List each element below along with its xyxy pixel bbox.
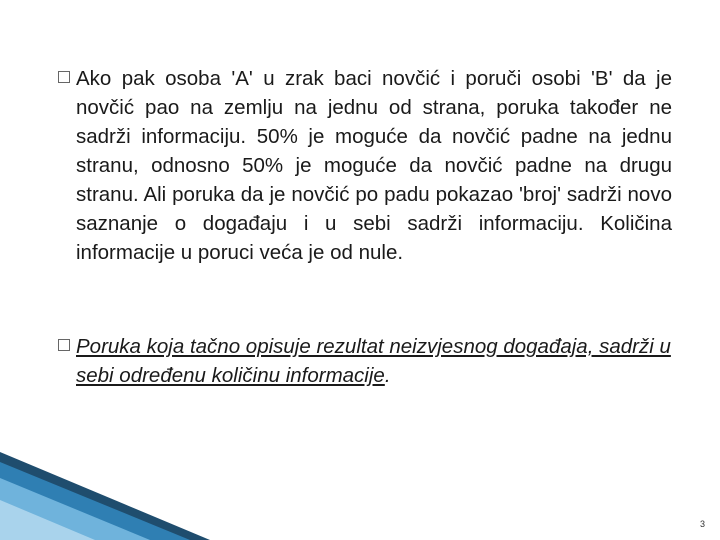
page-number: 3 — [699, 519, 705, 529]
bullet-text: Poruka koja tačno opisuje rezultat neizvjesnog događaja, sadrži u sebi određenu količinu informacije — [76, 335, 671, 387]
bullet-square-icon — [58, 339, 70, 351]
bullet-text: Ako pak osoba 'A' u zrak baci novčić i poruči osobi 'B' da je novčić pao na zemlju na jednu od strana, poruka također ne sadrži informaciju. 50% je moguće da novčić padne na jednu stranu, odnosno 50% je moguće da novčić padne na drugu stranu. Ali poruka da je novčić po padu pokazao 'broj' sadrži novo saznanje o događaju i u sebi sadrži informaciju. Količina informacije u poruci veća je od nule. — [76, 67, 672, 264]
bullet-trailing-period: . — [384, 364, 391, 387]
bullet-text-container — [76, 332, 672, 390]
bullet-square-icon — [58, 71, 70, 83]
bullet-item-1 — [58, 64, 678, 267]
bullet-item-2 — [58, 332, 678, 390]
